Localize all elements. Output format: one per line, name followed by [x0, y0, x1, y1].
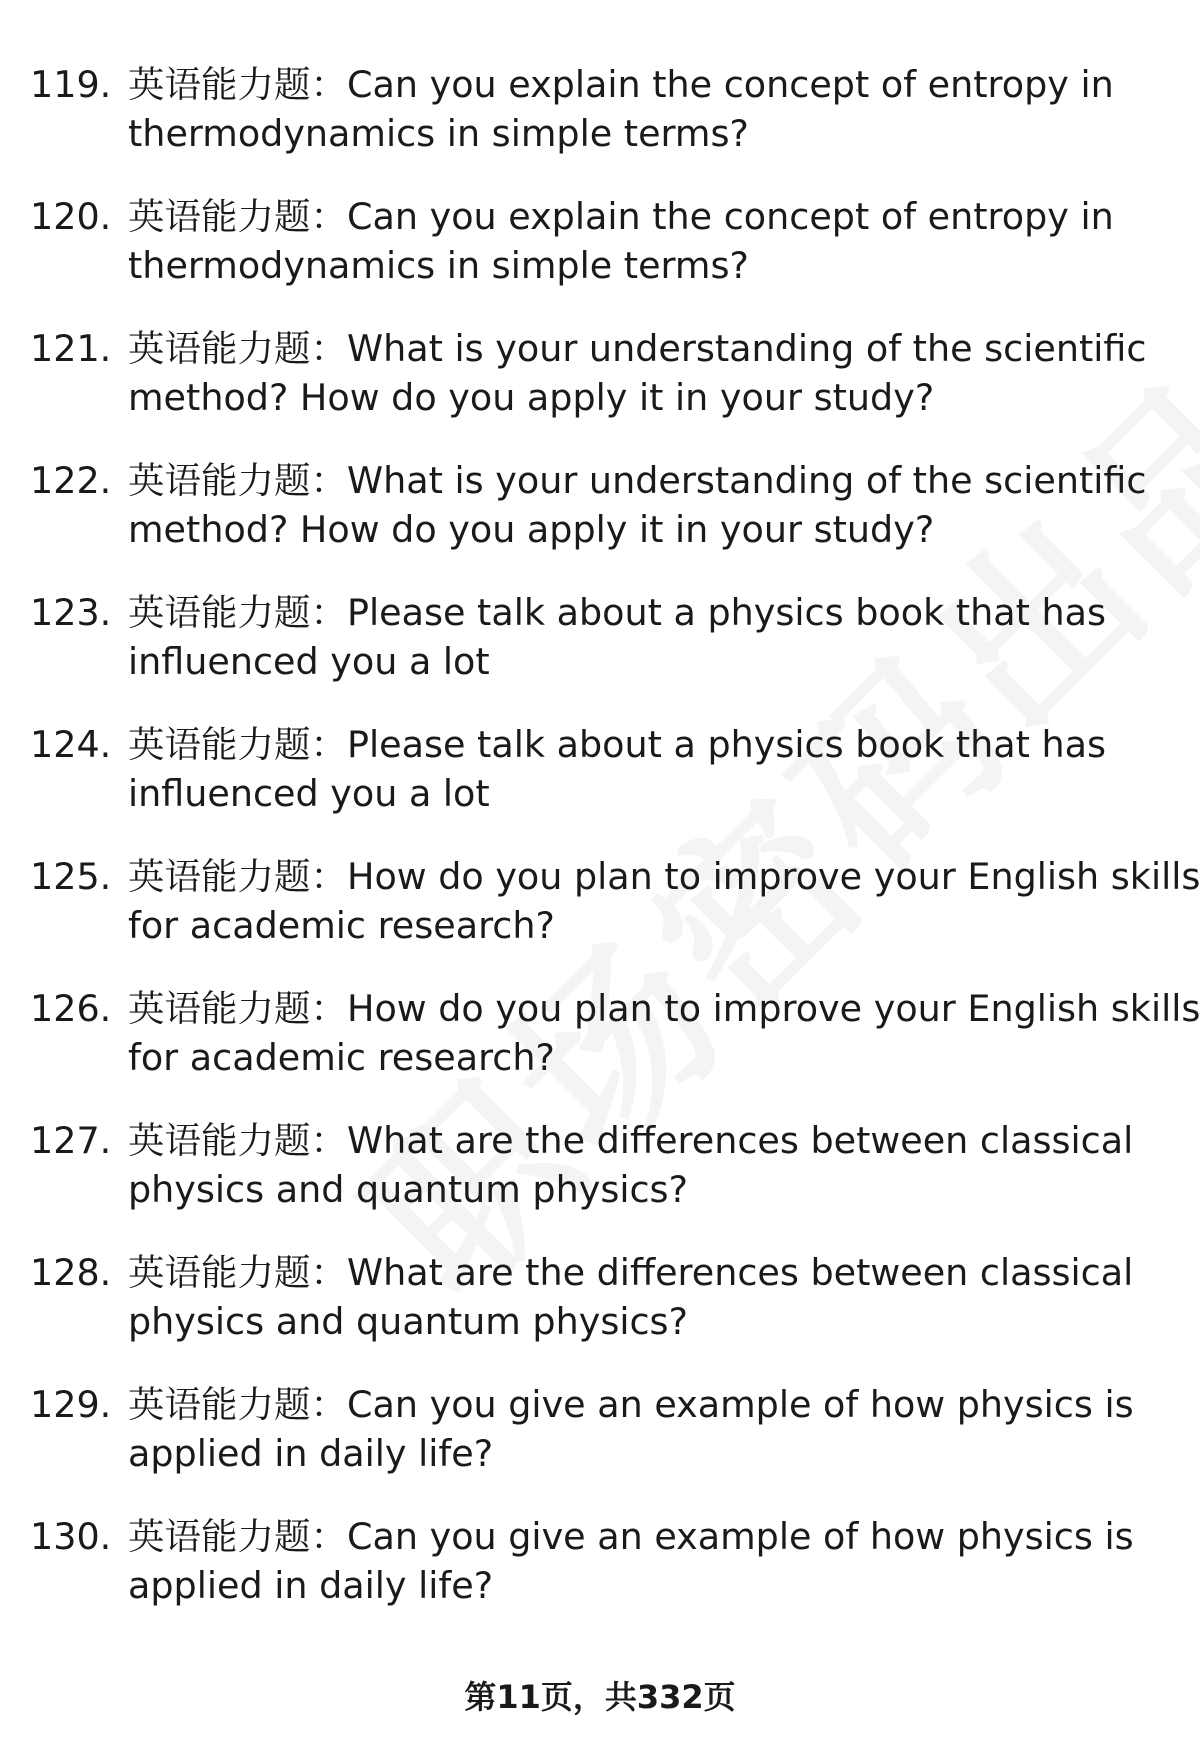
question-line-1: [128, 60, 1168, 109]
question-item: [0, 1370, 1200, 1502]
question-line-2: method? How do you apply it in your study?: [128, 376, 935, 419]
question-item: [0, 50, 1200, 182]
page-number: 第11页，共332页: [464, 1678, 736, 1716]
question-prefix: 英语能力题：: [128, 327, 347, 370]
question-line-1: [128, 324, 1168, 373]
question-list: [0, 50, 1200, 1634]
question-content: Can you give an example of how physics is: [347, 1515, 1134, 1558]
question-text: [128, 192, 1168, 290]
question-text: [128, 1380, 1168, 1478]
question-prefix: 英语能力题：: [128, 1119, 347, 1162]
question-line-2: physics and quantum physics?: [128, 1168, 688, 1211]
question-number: 126.: [30, 987, 112, 1030]
question-item: [0, 446, 1200, 578]
question-item: [0, 710, 1200, 842]
question-line-1: [128, 984, 1200, 1033]
question-prefix: 英语能力题：: [128, 1383, 347, 1426]
question-item: [0, 182, 1200, 314]
question-line-2: thermodynamics in simple terms?: [128, 244, 749, 287]
question-number: 120.: [30, 195, 112, 238]
question-prefix: 英语能力题：: [128, 1251, 347, 1294]
question-content: What is your understanding of the scientific: [347, 459, 1147, 502]
question-line-1: [128, 720, 1168, 769]
question-content: What are the differences between classical: [347, 1119, 1134, 1162]
question-line-1: [128, 1248, 1168, 1297]
question-line-2: method? How do you apply it in your study?: [128, 508, 935, 551]
question-content: What are the differences between classical: [347, 1251, 1134, 1294]
question-text: [128, 1248, 1168, 1346]
question-content: Can you explain the concept of entropy in: [347, 195, 1114, 238]
question-text: [128, 324, 1168, 422]
question-item: [0, 1238, 1200, 1370]
question-item: [0, 1106, 1200, 1238]
question-prefix: 英语能力题：: [128, 459, 347, 502]
question-text: [128, 1116, 1168, 1214]
question-line-1: [128, 456, 1168, 505]
question-text: [128, 852, 1200, 950]
question-line-1: [128, 1380, 1168, 1429]
question-number: 121.: [30, 327, 112, 370]
question-number: 123.: [30, 591, 112, 634]
question-line-2: for academic research?: [128, 904, 555, 947]
question-line-2: influenced you a lot: [128, 640, 490, 683]
question-line-1: [128, 1116, 1168, 1165]
question-item: [0, 314, 1200, 446]
question-line-1: [128, 588, 1168, 637]
question-text: [128, 984, 1200, 1082]
question-text: [128, 588, 1168, 686]
question-prefix: 英语能力题：: [128, 855, 347, 898]
question-number: 122.: [30, 459, 112, 502]
question-content: What is your understanding of the scientific: [347, 327, 1147, 370]
question-content: Can you explain the concept of entropy in: [347, 63, 1114, 106]
question-line-2: thermodynamics in simple terms?: [128, 112, 749, 155]
question-prefix: 英语能力题：: [128, 591, 347, 634]
question-item: [0, 974, 1200, 1106]
question-number: 124.: [30, 723, 112, 766]
question-line-2: applied in daily life?: [128, 1432, 494, 1475]
question-item: [0, 578, 1200, 710]
question-line-2: physics and quantum physics?: [128, 1300, 688, 1343]
question-number: 125.: [30, 855, 112, 898]
question-line-2: applied in daily life?: [128, 1564, 494, 1607]
question-prefix: 英语能力题：: [128, 63, 347, 106]
question-number: 128.: [30, 1251, 112, 1294]
question-prefix: 英语能力题：: [128, 987, 347, 1030]
question-number: 127.: [30, 1119, 112, 1162]
question-content: Please talk about a physics book that has: [347, 591, 1107, 634]
question-content: How do you plan to improve your English skills: [347, 855, 1200, 898]
question-number: 119.: [30, 63, 112, 106]
question-prefix: 英语能力题：: [128, 1515, 347, 1558]
question-line-1: [128, 852, 1200, 901]
question-number: 130.: [30, 1515, 112, 1558]
question-line-1: [128, 192, 1168, 241]
question-number: 129.: [30, 1383, 112, 1426]
question-content: How do you plan to improve your English skills: [347, 987, 1200, 1030]
question-prefix: 英语能力题：: [128, 195, 347, 238]
question-line-1: [128, 1512, 1168, 1561]
question-item: [0, 1502, 1200, 1634]
question-content: Can you give an example of how physics is: [347, 1383, 1134, 1426]
question-text: [128, 720, 1168, 818]
question-text: [128, 60, 1168, 158]
question-text: [128, 456, 1168, 554]
question-item: [0, 842, 1200, 974]
question-line-2: influenced you a lot: [128, 772, 490, 815]
question-prefix: 英语能力题：: [128, 723, 347, 766]
question-line-2: for academic research?: [128, 1036, 555, 1079]
question-content: Please talk about a physics book that has: [347, 723, 1107, 766]
question-text: [128, 1512, 1168, 1610]
